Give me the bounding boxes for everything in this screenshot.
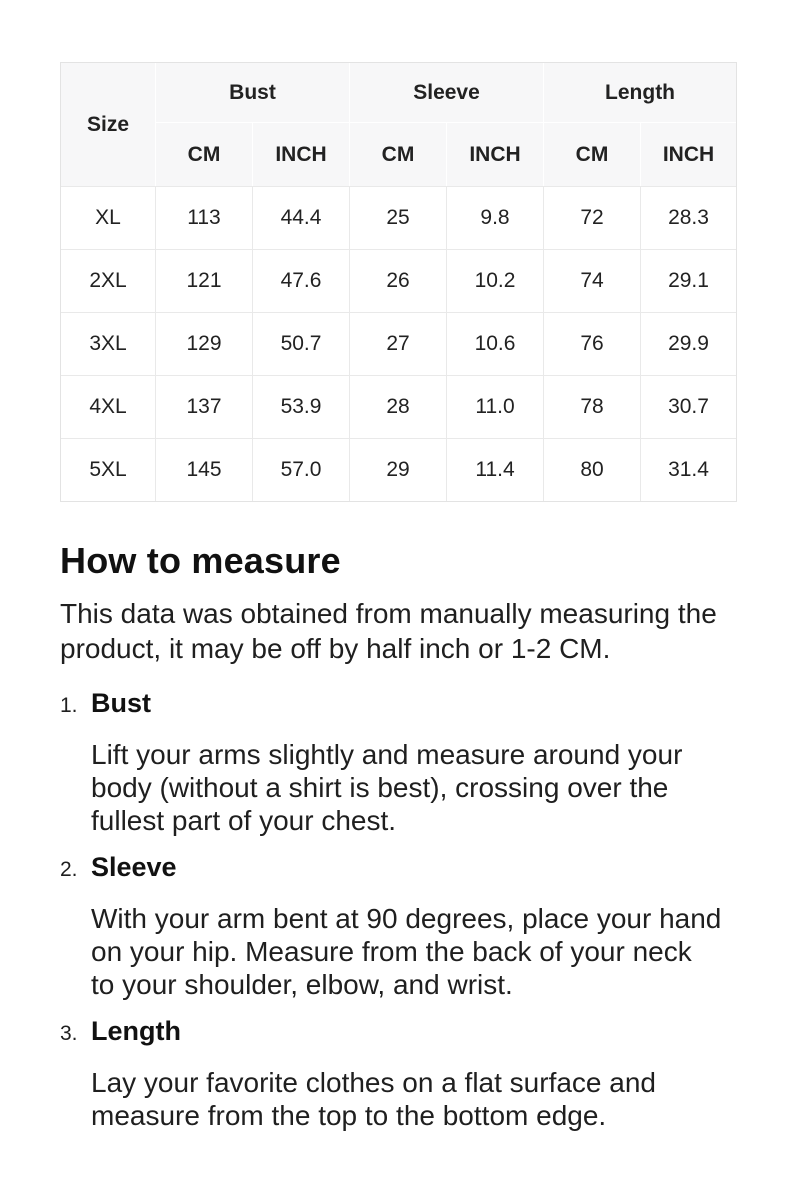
cell-bust-inch: 57.0 (253, 438, 350, 501)
description-line: Lift your arms slightly and measure around your (91, 739, 683, 770)
col-header-sleeve: Sleeve (350, 63, 544, 123)
table-row-3xl (61, 312, 736, 375)
step-title: Length (91, 1016, 181, 1046)
description-line: on your hip. Measure from the back of your neck (91, 936, 692, 967)
description-line: measure from the top to the bottom edge. (91, 1100, 607, 1131)
cell-sleeve-inch: 9.8 (447, 186, 544, 249)
cell-bust-inch: 47.6 (253, 249, 350, 312)
cell-bust-cm: 113 (156, 186, 253, 249)
measure-step-bust (60, 686, 740, 837)
intro-line: This data was obtained from manually measuring the (60, 598, 717, 629)
description-line: body (without a shirt is best), crossing over the (91, 772, 669, 803)
measure-step-length (60, 1014, 740, 1132)
step-number: 3. (60, 1022, 78, 1045)
size-chart (60, 62, 737, 502)
cell-size: 2XL (61, 249, 156, 312)
cell-bust-inch: 53.9 (253, 375, 350, 438)
cell-sleeve-inch: 11.4 (447, 438, 544, 501)
measure-step-sleeve (60, 850, 740, 1001)
cell-sleeve-cm: 25 (350, 186, 447, 249)
cell-length-cm: 74 (544, 249, 641, 312)
how-to-measure-intro (60, 596, 740, 666)
step-header (60, 1014, 740, 1051)
cell-sleeve-cm: 29 (350, 438, 447, 501)
description-line: to your shoulder, elbow, and wrist. (91, 969, 513, 1000)
description-line: With your arm bent at 90 degrees, place your hand (91, 903, 722, 934)
col-header-bust-cm: CM (156, 123, 253, 186)
cell-sleeve-cm: 28 (350, 375, 447, 438)
cell-sleeve-inch: 10.2 (447, 249, 544, 312)
size-chart-header (61, 63, 736, 186)
step-title: Bust (91, 688, 151, 718)
step-number: 2. (60, 858, 78, 881)
how-to-measure-heading: How to measure (60, 540, 341, 581)
col-header-length-inch: INCH (641, 123, 736, 186)
cell-sleeve-inch: 11.0 (447, 375, 544, 438)
description-line: fullest part of your chest. (91, 805, 397, 836)
cell-sleeve-cm: 26 (350, 249, 447, 312)
table-row-xl (61, 186, 736, 249)
col-header-length: Length (544, 63, 736, 123)
step-header (60, 686, 740, 723)
table-row-5xl (61, 438, 736, 501)
col-header-size: Size (61, 63, 156, 186)
table-row-2xl (61, 249, 736, 312)
cell-bust-cm: 145 (156, 438, 253, 501)
step-number: 1. (60, 694, 78, 717)
cell-length-inch: 30.7 (641, 375, 736, 438)
cell-bust-cm: 121 (156, 249, 253, 312)
col-header-bust: Bust (156, 63, 350, 123)
intro-line: product, it may be off by half inch or 1-2 CM. (60, 633, 611, 664)
step-description (91, 1066, 740, 1132)
cell-sleeve-cm: 27 (350, 312, 447, 375)
step-header (60, 850, 740, 887)
cell-size: 4XL (61, 375, 156, 438)
cell-size: XL (61, 186, 156, 249)
table-row-4xl (61, 375, 736, 438)
cell-bust-inch: 50.7 (253, 312, 350, 375)
cell-bust-cm: 129 (156, 312, 253, 375)
cell-length-inch: 28.3 (641, 186, 736, 249)
cell-bust-cm: 137 (156, 375, 253, 438)
size-chart-body (61, 186, 736, 501)
col-header-bust-inch: INCH (253, 123, 350, 186)
cell-length-cm: 78 (544, 375, 641, 438)
cell-sleeve-inch: 10.6 (447, 312, 544, 375)
cell-size: 3XL (61, 312, 156, 375)
cell-bust-inch: 44.4 (253, 186, 350, 249)
cell-length-inch: 29.1 (641, 249, 736, 312)
col-header-sleeve-cm: CM (350, 123, 447, 186)
step-description (91, 902, 740, 1001)
col-header-length-cm: CM (544, 123, 641, 186)
step-description (91, 738, 740, 837)
cell-length-cm: 76 (544, 312, 641, 375)
cell-length-inch: 29.9 (641, 312, 736, 375)
cell-length-inch: 31.4 (641, 438, 736, 501)
col-header-sleeve-inch: INCH (447, 123, 544, 186)
cell-size: 5XL (61, 438, 156, 501)
cell-length-cm: 72 (544, 186, 641, 249)
measure-steps-list (60, 686, 740, 1132)
step-title: Sleeve (91, 852, 177, 882)
cell-length-cm: 80 (544, 438, 641, 501)
description-line: Lay your favorite clothes on a flat surface and (91, 1067, 656, 1098)
size-chart-table (61, 63, 736, 501)
